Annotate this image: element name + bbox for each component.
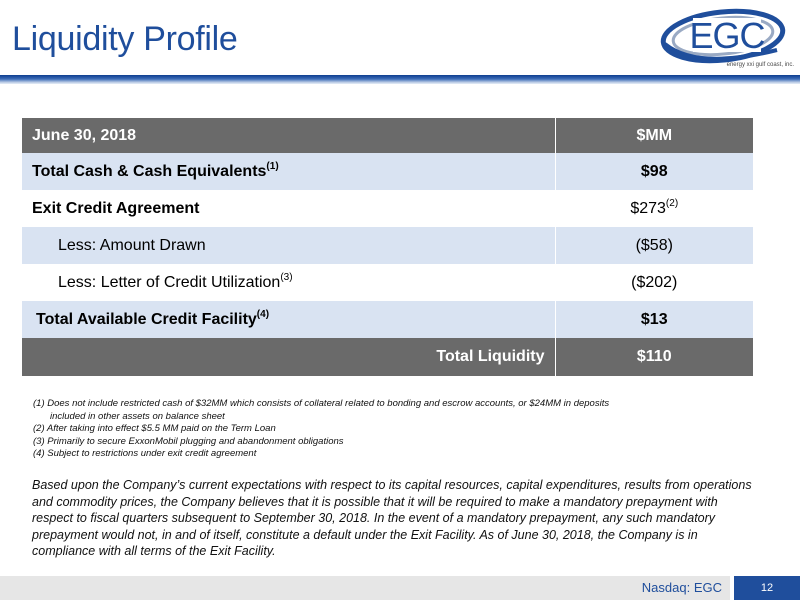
footnote-2: (2) After taking into effect $5.5 MM paid on the Term Loan (33, 423, 276, 434)
total-label: Total Liquidity (22, 338, 555, 376)
footnote-4: (4) Subject to restrictions under exit credit agreement (33, 448, 257, 459)
footnote-ref: (3) (280, 271, 293, 283)
footnote-ref: (1) (266, 160, 279, 172)
total-value: $110 (555, 338, 753, 376)
footnote-1-cont: included in other assets on balance sheet (50, 410, 225, 422)
table-row (22, 264, 753, 301)
footnote-3: (3) Primarily to secure ExxonMobil plugging and abandonment obligations (33, 435, 344, 447)
row-label: Total Available Credit Facility$^{(4)}$ (22, 301, 555, 338)
liquidity-table (22, 118, 753, 376)
row-value: $273$^{(2)}$ (555, 190, 753, 227)
row-label: Less: Amount Drawn (22, 227, 555, 264)
row-value: $13 (555, 301, 753, 338)
header-date-cell: June 30, 2018 (22, 118, 555, 153)
row-value: $98 (555, 153, 753, 190)
title-underline (0, 75, 800, 84)
disclosure-paragraph: Based upon the Company’s current expectations with respect to its capital resources, capital expenditures, results from operations and commodity prices, the Company believes that it is possible that it will be required to make a mandatory prepayment with respect to fiscal quarters subsequent to September 30, 2018. In the event of a mandatory prepayment, any such mandatory prepayment would not, in and of itself, constitute a default under the Exit Facility. As of June 30, 2018, the Company is in compliance with all terms of the Exit Facility. (32, 478, 752, 558)
row-label: Less: Letter of Credit Utilization$^{(3)}$ (22, 264, 555, 301)
footnote-1: (1) Does not include restricted cash of $32MM which consists of collateral related to bonding and escrow accounts, or $24MM in deposits (33, 398, 610, 409)
table-total-row (22, 338, 753, 376)
page-title: Liquidity Profile (12, 20, 238, 58)
table-header-row (22, 118, 753, 153)
ticker-label: Nasdaq: EGC (641, 580, 722, 595)
row-value: ($202) (555, 264, 753, 301)
row-label: Total Cash & Cash Equivalents$^{(1)}$ (22, 153, 555, 190)
row-value: ($58) (555, 227, 753, 264)
table-row (22, 227, 753, 264)
logo-text: EGC (689, 15, 765, 56)
logo-tagline: energy xxi gulf coast, inc. (726, 62, 794, 68)
table-row (22, 190, 753, 227)
footer-bar (0, 576, 730, 600)
page-number: 12 (734, 576, 800, 600)
footnote-ref: (2) (665, 197, 679, 209)
footnotes (33, 398, 753, 461)
footnote-ref: (4) (256, 308, 270, 320)
table-row (22, 301, 753, 338)
table-row (22, 153, 753, 190)
header-unit-cell: $MM (555, 118, 753, 153)
row-label: Exit Credit Agreement (22, 190, 555, 227)
